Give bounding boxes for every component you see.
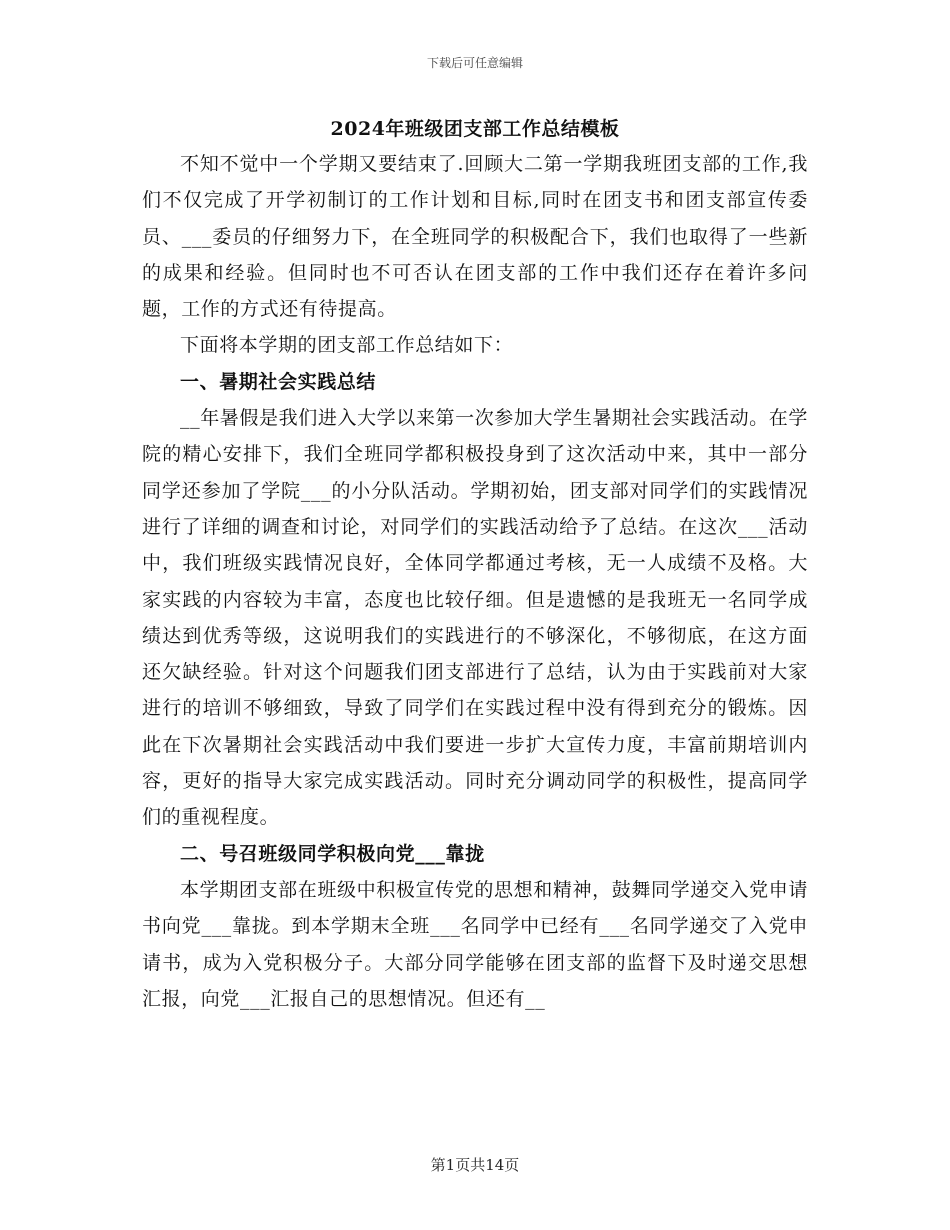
section-heading-party: 二、号召班级同学积极向党___靠拢 [180, 842, 485, 865]
document-title: 2024年班级团支部工作总结模板 [330, 118, 620, 140]
page-header-note: 下载后可任意编辑 [426, 56, 523, 70]
paragraph-summer-practice: __年暑假是我们进入大学以来第一次参加大学生暑期社会实践活动。在学院的精心安排下，我们全班同学都积极投身到了这次活动中来，其中一部分同学还参加了学院___的小分队活动。学期初始，团支部对同学们的实践情况进行了详细的调查和讨论，对同学们的实践活动给予了总结。在这次___活动中，我们班级实践情况良好，全体同学都通过考核，无一人成绩不及格。大家实践的内容较为丰富，态度也比较仔细。但是遗憾的是我班无一名同学成绩达到优秀等级，这说明我们的实践进行的不够深化，不够彻底，在这方面还欠缺经验。针对这个问题我们团支部进行了总结，认为由于实践前对大家进行的培训不够细致，导致了同学们在实践过程中没有得到充分的锻炼。因此在下次暑期社会实践活动中我们要进一步扩大宣传力度，丰富前期培训内容，更好的指导大家完成实践活动。同时充分调动同学的积极性，提高同学们的重视程度。 [142, 407, 808, 829]
document-body [142, 146, 808, 1017]
paragraph-intro: 不知不觉中一个学期又要结束了.回顾大二第一学期我班团支部的工作,我们不仅完成了开学初制订的工作计划和目标,同时在团支书和团支部宣传委员、___委员的仔细努力下，在全班同学的积极配合下，我们也取得了一些新的成果和经验。但同时也不可否认在团支部的工作中我们还存在着许多问题，工作的方式还有待提高。 [142, 153, 808, 321]
paragraph-summary-lead: 下面将本学期的团支部工作总结如下： [180, 334, 514, 357]
paragraph-party: 本学期团支部在班级中积极宣传党的思想和精神，鼓舞同学递交入党申请书向党___靠拢。到本学期末全班___名同学中已经有___名同学递交了入党申请书，成为入党积极分子。大部分同学能够在团支部的监督下及时递交思想汇报，向党___汇报自己的思想情况。但还有__ [142, 878, 808, 1010]
section-heading-summer-practice: 一、暑期社会实践总结 [180, 370, 377, 393]
page-number-footer: 第1页共14页 [430, 1156, 520, 1174]
